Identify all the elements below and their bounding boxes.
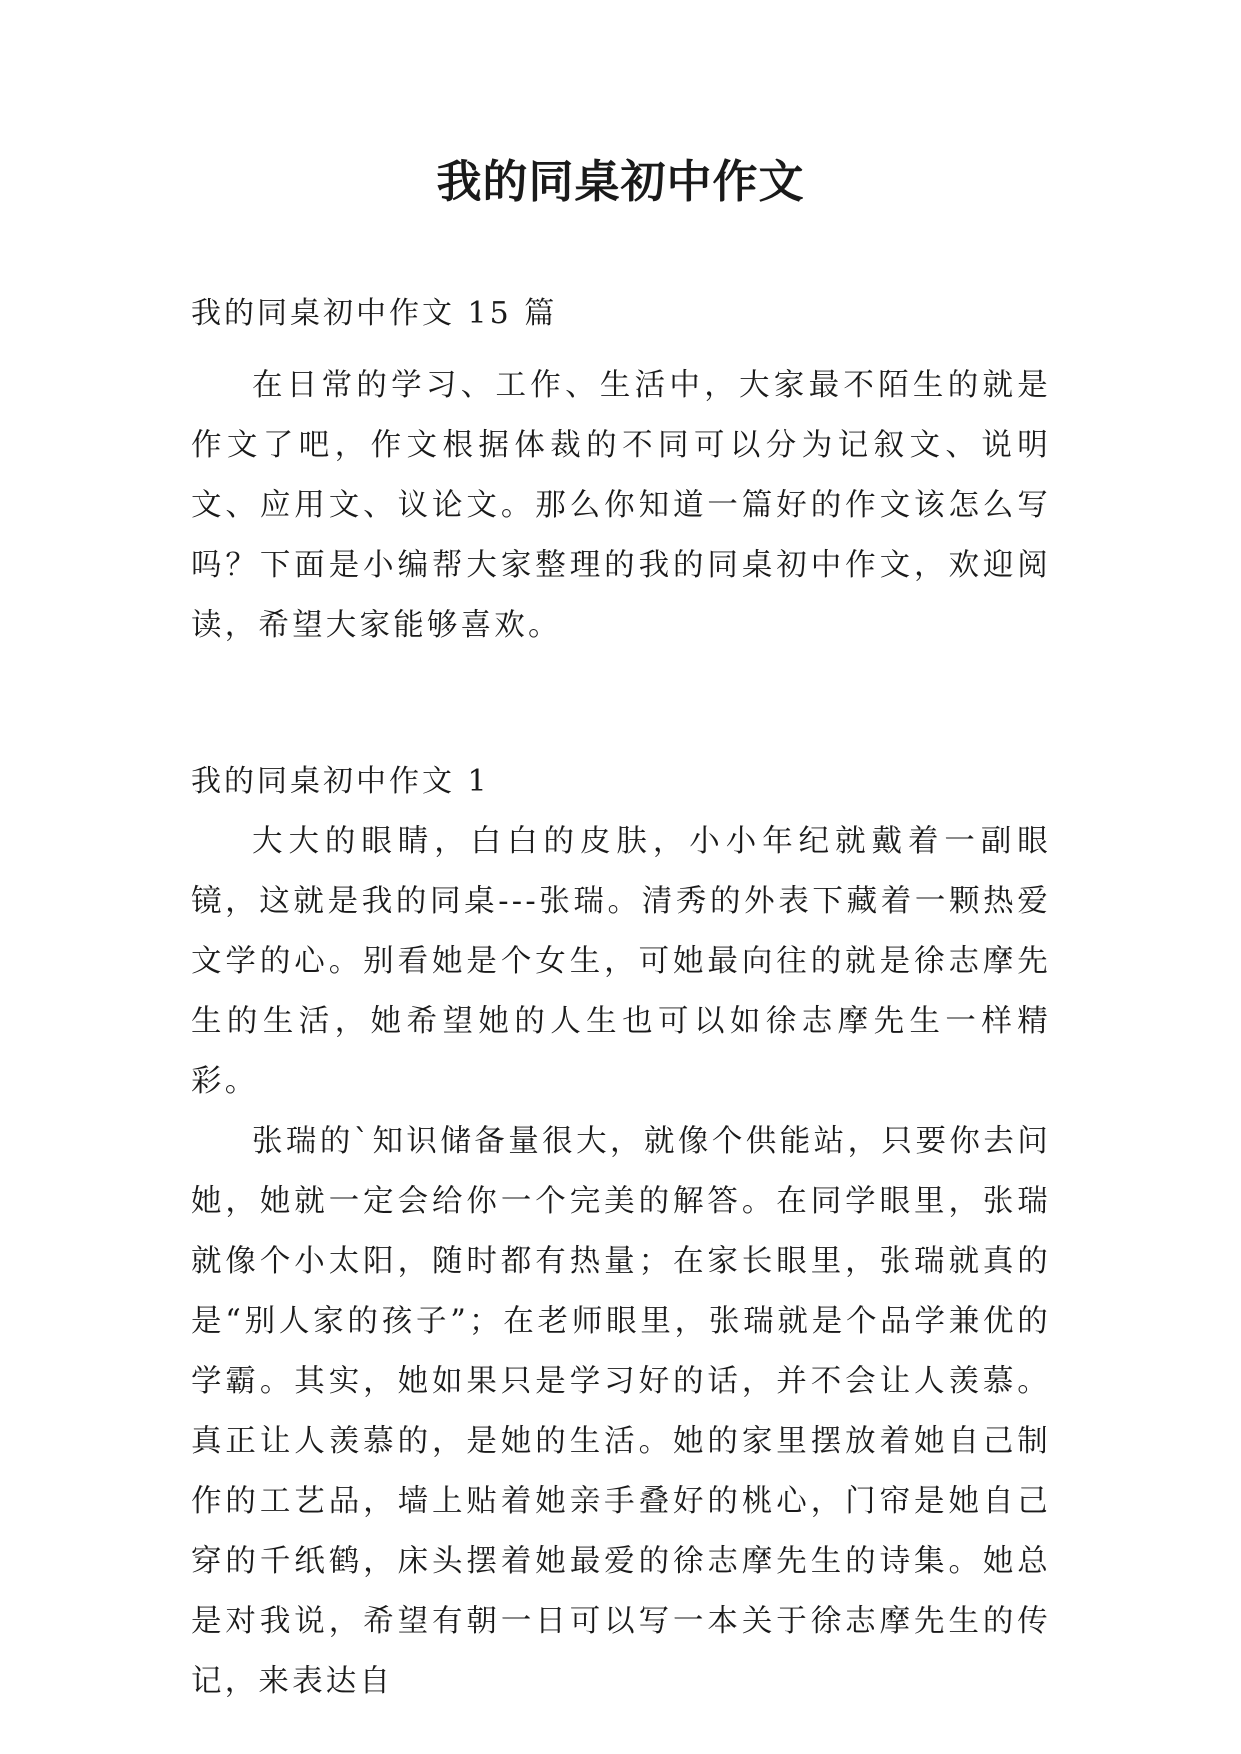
intro-section (191, 356, 1051, 656)
section-1-body (191, 812, 1051, 1712)
section-1-paragraph-2: 张瑞的`知识储备量很大，就像个供能站，只要你去问她，她就一定会给你一个完美的解答。在同学眼里，张瑞就像个小太阳，随时都有热量；在家长眼里，张瑞就真的是“别人家的孩子”；在老师眼里，张瑞就是个品学兼优的学霸。其实，她如果只是学习好的话，并不会让人羡慕。真正让人羡慕的，是她的生活。她的家里摆放着她自己制作的工艺品，墙上贴着她亲手叠好的桃心，门帘是她自己穿的千纸鹤，床头摆着她最爱的徐志摩先生的诗集。她总是对我说，希望有朝一日可以写一本关于徐志摩先生的传记，来表达自 (191, 1124, 1051, 1699)
intro-paragraph: 在日常的学习、工作、生活中，大家最不陌生的就是作文了吧，作文根据体裁的不同可以分为记叙文、说明文、应用文、议论文。那么你知道一篇好的作文该怎么写吗？下面是小编帮大家整理的我的同桌初中作文，欢迎阅读，希望大家能够喜欢。 (191, 368, 1051, 643)
document-subtitle: 我的同桌初中作文 15 篇 (191, 296, 558, 331)
document-title: 我的同桌初中作文 (436, 155, 805, 208)
section-heading-1: 我的同桌初中作文 1 (191, 764, 490, 799)
section-1-paragraph-1: 大大的眼睛，白白的皮肤，小小年纪就戴着一副眼镜，这就是我的同桌---张瑞。清秀的外表下藏着一颗热爱文学的心。别看她是个女生，可她最向往的就是徐志摩先生的生活，她希望她的人生也可以如徐志摩先生一样精彩。 (191, 824, 1051, 1099)
